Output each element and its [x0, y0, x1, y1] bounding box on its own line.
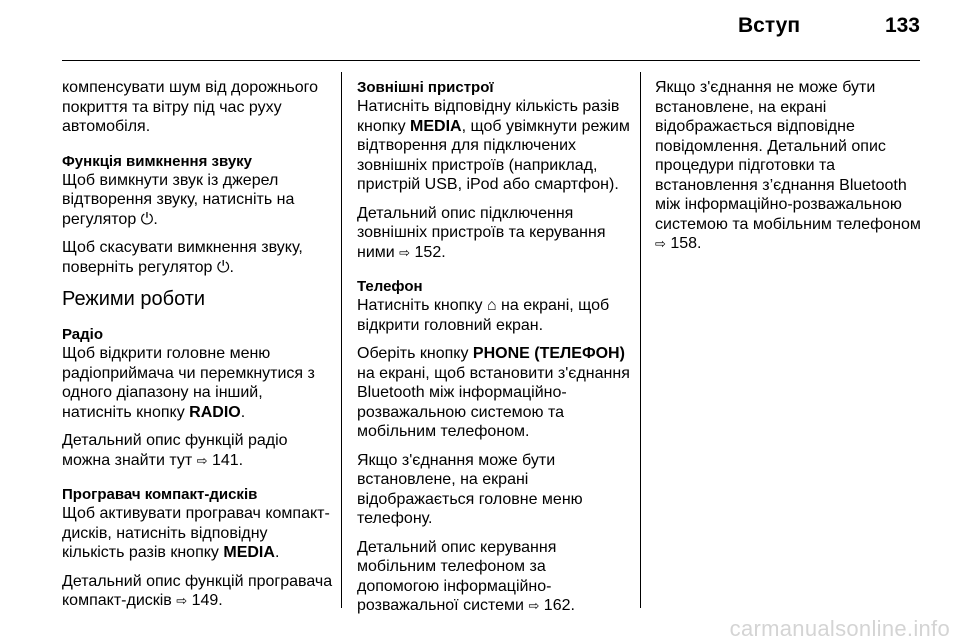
page-reference: 152.: [414, 243, 446, 261]
column-2: [357, 78, 632, 625]
page-reference: 158.: [670, 235, 702, 252]
page-reference: 141.: [211, 451, 244, 469]
connection-text: Якщо з'єднання не може бути встановлене, на екрані відображається відповідне повідомлення. Детальний опис процедури підготовки та встановлення з’єднання Bluetooth між інформаційно-розважальною системою та мобільним телефоном ⇨ 158.: [655, 79, 921, 252]
intro-text: компенсувати шум від дорожнього покриття та вітру під час руху автомобіля.: [62, 79, 318, 135]
external-devices-heading: Зовнішні пристрої: [357, 79, 494, 96]
mute-text-1: Щоб вимкнути звук із джерел відтворення звуку, натисніть на регулятор ⏻.: [62, 171, 295, 228]
watermark: carmanualsonline.info: [729, 616, 950, 641]
header-divider: [62, 60, 920, 61]
phone-text-2: Оберіть кнопку PHONE (ТЕЛЕФОН) на екрані, щоб встановити з'єднання Bluetooth між інформаційно-розважальною системою та мобільним телефоном.: [357, 345, 630, 440]
phone-text-1: Натисніть кнопку ⌂ на екрані, щоб відкрити головний екран.: [357, 297, 610, 334]
column-divider-2: [640, 72, 641, 608]
arrow-right-icon: ⇨: [528, 598, 540, 613]
cd-text-2: Детальний опис функцій програвача компакт-дисків ⇨ 149.: [62, 572, 333, 609]
radio-text-2: Детальний опис функцій радіо можна знайти тут ⇨ 141.: [62, 432, 288, 469]
arrow-right-icon: ⇨: [176, 593, 188, 608]
column-divider-1: [341, 72, 342, 608]
page-reference: 162.: [543, 597, 575, 614]
modes-heading: Режими роботи: [62, 288, 206, 310]
radio-heading: Радіо: [62, 326, 104, 343]
mute-heading: Функція вимкнення звуку: [62, 152, 253, 170]
media-button-label: MEDIA: [223, 544, 275, 561]
page-title: Вступ: [737, 14, 800, 37]
page-reference: 149.: [191, 592, 223, 609]
phone-button-label: PHONE (ТЕЛЕФОН): [472, 345, 625, 362]
arrow-right-icon: ⇨: [655, 236, 666, 251]
cd-heading: Програвач компакт-дисків: [62, 486, 258, 503]
phone-text-3: Якщо з'єднання може бути встановлене, на екрані відображається головне меню телефону.: [357, 451, 583, 527]
mute-text-2: Щоб скасувати вимкнення звуку, поверніть регулятор ⏻.: [62, 239, 303, 276]
radio-button-label: RADIO: [189, 403, 241, 421]
home-icon: ⌂: [486, 297, 497, 314]
phone-text-4: Детальний опис керування мобільним телефоном за допомогою інформаційно-розважальної системи ⇨ 162.: [357, 538, 575, 614]
external-text-1: Натисніть відповідну кількість разів кнопку MEDIA, щоб увімкнути режим відтворення для підключених зовнішніх пристроїв (наприклад, пристрій USB, iPod або смартфон).: [357, 98, 630, 193]
arrow-right-icon: ⇨: [399, 244, 411, 260]
column-3: [655, 78, 923, 263]
arrow-right-icon: ⇨: [196, 452, 208, 468]
page-number: 133: [884, 14, 920, 37]
media-button-label: MEDIA: [410, 117, 462, 135]
radio-text-1: Щоб відкрити головне меню радіоприймача чи перемкнутися з одного діапазону на інший, натисніть кнопку RADIO.: [62, 345, 315, 421]
phone-heading: Телефон: [357, 278, 423, 295]
external-text-2: Детальний опис підключення зовнішніх пристроїв та керування ними ⇨ 152.: [357, 204, 606, 261]
column-1: [62, 78, 334, 620]
cd-text-1: Щоб активувати програвач компакт-дисків, натисніть відповідну кількість разів кнопку MEDIA.: [62, 505, 330, 561]
